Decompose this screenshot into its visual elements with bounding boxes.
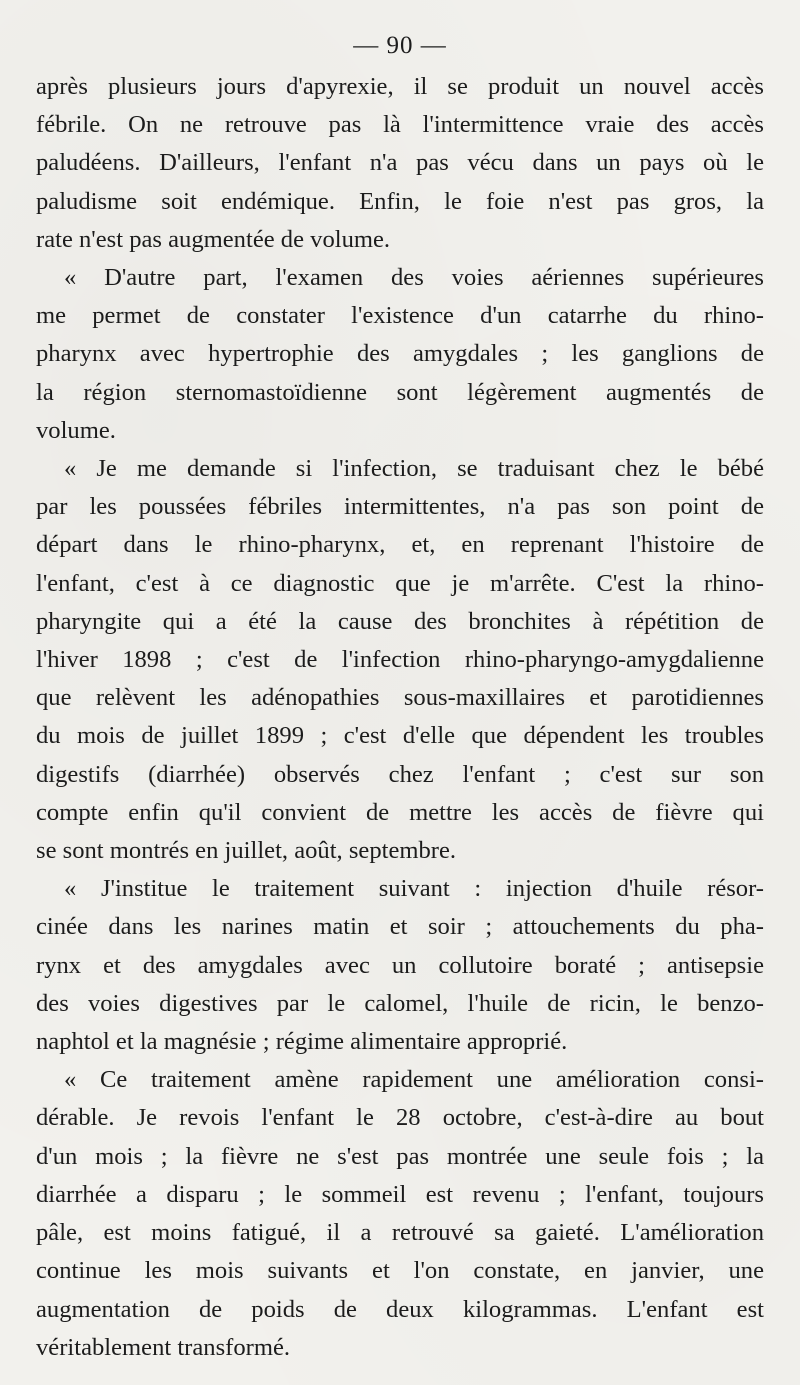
text-line: volume. [36,416,116,444]
paragraph [36,1061,764,1367]
text-line: paludéens. D'ailleurs, l'enfant n'a pas vécu dans un pays où le [36,149,764,177]
text-line: augmentation de poids de deux kilogrammas. L'enfant est [36,1295,764,1323]
text-line: compte enfin qu'il convient de mettre les accès de fièvre qui [36,798,764,826]
text-line: « J'institue le traitement suivant : injection d'huile résor- [64,875,764,903]
text-line: après plusieurs jours d'apyrexie, il se produit un nouvel accès [36,73,764,100]
text-line: que relèvent les adénopathies sous-maxillaires et parotidiennes [36,684,764,712]
text-line: « Je me demande si l'infection, se traduisant chez le bébé [64,455,764,483]
text-line: l'hiver 1898 ; c'est de l'infection rhino-pharyngo-amygdalienne [36,646,764,674]
text-line: continue les mois suivants et l'on constate, en janvier, une [36,1257,764,1285]
text-line: d'un mois ; la fièvre ne s'est pas montrée une seule fois ; la [36,1142,764,1170]
paragraph [36,68,764,259]
text-line: pâle, est moins fatigué, il a retrouvé sa gaieté. L'amélioration [36,1219,764,1247]
text-line: se sont montrés en juillet, août, septembre. [36,837,457,865]
body-text [36,68,764,1367]
text-line: cinée dans les narines matin et soir ; attouchements du pha- [36,913,764,941]
paragraph [36,259,764,450]
text-line: digestifs (diarrhée) observés chez l'enfant ; c'est sur son [36,760,764,788]
text-line: « Ce traitement amène rapidement une amélioration consi- [64,1066,764,1094]
text-line: rate n'est pas augmentée de volume. [36,225,391,253]
text-line: paludisme soit endémique. Enfin, le foie n'est pas gros, la [36,187,764,215]
paragraph [36,450,764,870]
text-line: « D'autre part, l'examen des voies aériennes supérieures [64,264,764,292]
text-line: départ dans le rhino-pharynx, et, en reprenant l'histoire de [36,531,764,559]
text-line: véritablement transformé. [36,1333,291,1361]
paragraph [36,870,764,1061]
text-line: l'enfant, c'est à ce diagnostic que je m'arrête. C'est la rhino- [36,569,764,597]
text-line: naphtol et la magnésie ; régime alimentaire approprié. [36,1028,568,1056]
text-line: dérable. Je revois l'enfant le 28 octobre, c'est-à-dire au bout [36,1104,764,1132]
text-line: me permet de constater l'existence d'un catarrhe du rhino- [36,302,764,330]
text-line: fébrile. On ne retrouve pas là l'intermittence vraie des accès [36,111,764,139]
text-line: par les poussées fébriles intermittentes, n'a pas son point de [36,493,764,521]
text-line: rynx et des amygdales avec un collutoire boraté ; antisepsie [36,951,764,979]
text-line: la région sternomastoïdienne sont légèrement augmentés de [36,378,764,406]
text-line: des voies digestives par le calomel, l'huile de ricin, le benzo- [36,989,764,1017]
page-number: — 90 — [353,32,447,59]
text-line: du mois de juillet 1899 ; c'est d'elle que dépendent les troubles [36,722,764,750]
text-line: diarrhée a disparu ; le sommeil est revenu ; l'enfant, toujours [36,1180,764,1208]
text-line: pharyngite qui a été la cause des bronchites à répétition de [36,607,764,635]
text-line: pharynx avec hypertrophie des amygdales ; les ganglions de [36,340,764,368]
